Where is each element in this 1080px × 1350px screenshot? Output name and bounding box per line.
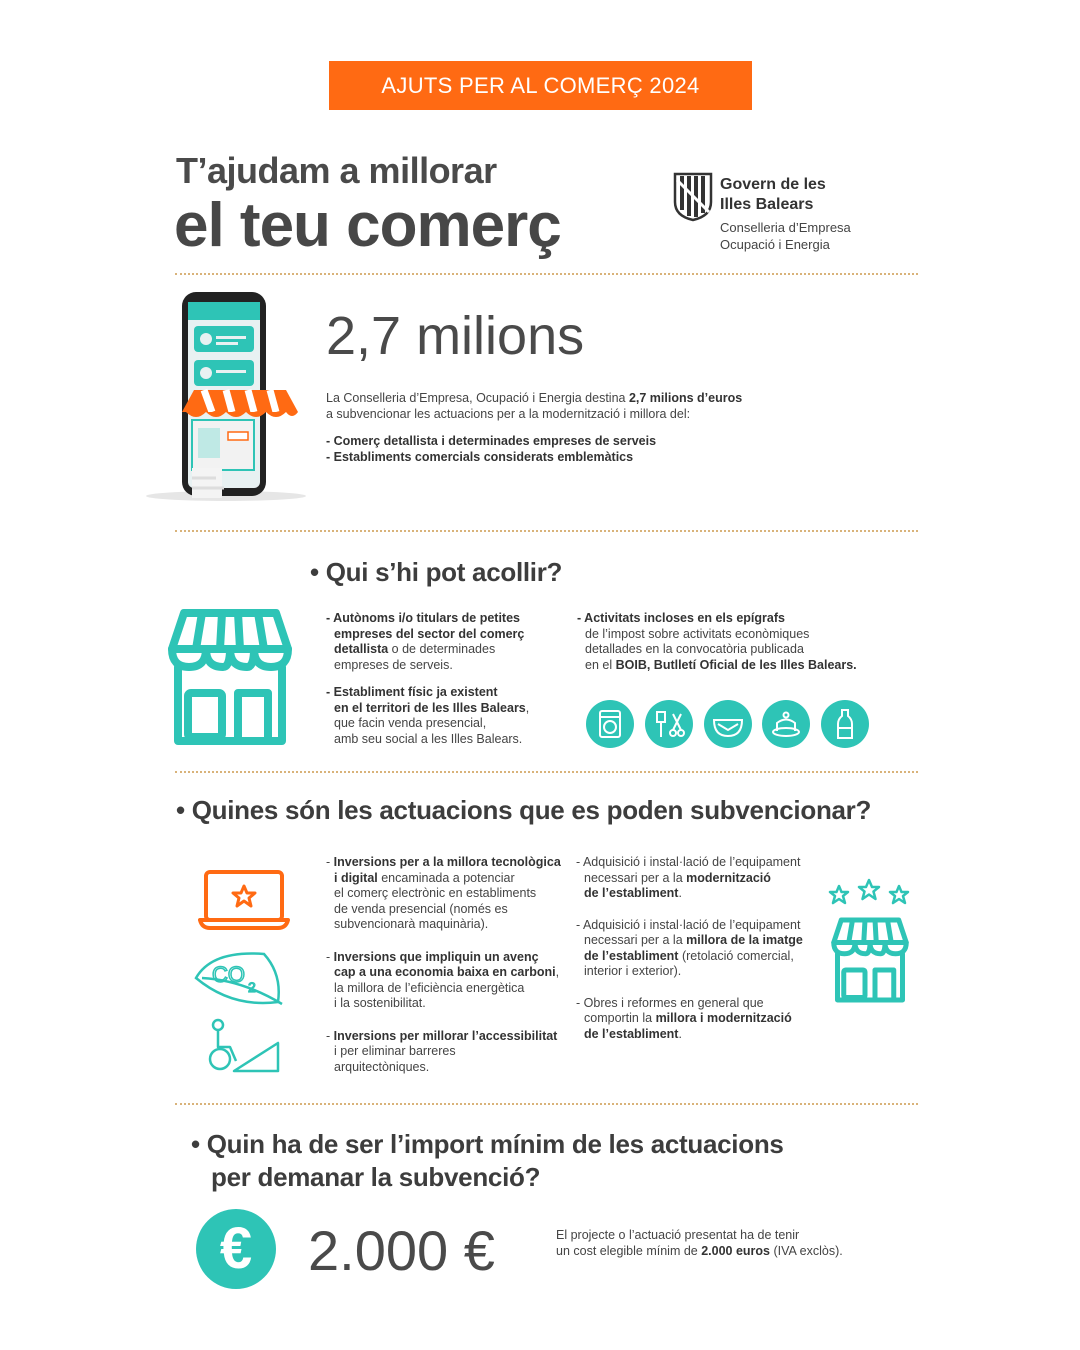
bottle-icon bbox=[821, 700, 869, 748]
section-title-minimum: • Quin ha de ser l’import mínim de les actuacions per demanar la subvenció? bbox=[191, 1129, 784, 1192]
cake-icon bbox=[762, 700, 810, 748]
who-eligibility-column-2: - Activitats incloses en els epígrafs de l’impost sobre activitats econòmiques detallades en la convocatòria publicada en el BOIB, Butlletí Oficial de les Illes Balears. bbox=[577, 611, 857, 672]
watermelon-icon bbox=[704, 700, 752, 748]
section-title-actions: • Quines són les actuacions que es poden subvencionar? bbox=[176, 795, 872, 825]
tools-icon bbox=[645, 700, 693, 748]
actions-column-right: - Adquisició i instal·lació de l’equipament necessari per a la modernització de l’establiment. - Adquisició i instal·lació de l’equipament necessari per a la millora de la imatge de l’establiment (retolació comercial, interior i exterior). - Obres i reformes en general que comportin la millora i modernització de l’establiment. bbox=[576, 855, 803, 1041]
header-banner: AJUTS PER AL COMERÇ 2024 bbox=[329, 61, 752, 110]
section-title-who: • Qui s’hi pot acollir? bbox=[310, 557, 563, 587]
euro-icon: € bbox=[196, 1209, 276, 1289]
laptop-icon bbox=[198, 868, 290, 932]
minimum-text: El projecte o l’actuació presentat ha de tenir un cost elegible mínim de 2.000 euros (IVA exclòs). bbox=[556, 1228, 843, 1258]
who-eligibility-column-1: - Autònoms i/o titulars de petites empreses del sector del comerç detallista o de determinades empreses de serveis. - Establiment físic ja existent en el territori de les Illes Balears, que facin venda presencial, amb seu social a les Illes Balears. bbox=[326, 611, 530, 746]
government-name: Govern de les Illes Balears bbox=[720, 176, 826, 213]
accessibility-ramp-icon bbox=[204, 1017, 282, 1075]
co2-leaf-icon bbox=[192, 948, 288, 1008]
headline-small: T’ajudam a millorar bbox=[176, 150, 497, 191]
actions-column-left: - Inversions per a la millora tecnològica i digital encaminada a potenciar el comerç electrònic en establiments de venda presencial (només es subvencionarà maquinària). - Inversions que impliquin un avenç cap a una economia baixa en carboni, la millora de l’eficiència energètica i la sostenibilitat. - Inversions per millorar l’accessibilitat i per eliminar barreres arquitectòniques. bbox=[326, 855, 561, 1074]
divider bbox=[175, 771, 918, 773]
shop-small-icon bbox=[830, 916, 910, 1004]
intro-text: La Conselleria d’Empresa, Ocupació i Energia destina 2,7 milions d’euros a subvencionar les actuacions per a la modernització i millora del: - Comerç detallista i determinades empreses de serveis - Establiments comercials considerats emblemàtics bbox=[326, 391, 743, 464]
svg-text:2: 2 bbox=[248, 979, 256, 995]
government-department: Conselleria d’Empresa Ocupació i Energia bbox=[720, 220, 851, 252]
svg-text:CO: CO bbox=[212, 962, 245, 987]
minimum-amount: 2.000 € bbox=[308, 1219, 495, 1282]
budget-amount: 2,7 milions bbox=[326, 306, 585, 366]
govern-logo-icon bbox=[673, 172, 713, 222]
headline-big: el teu comerç bbox=[174, 191, 561, 260]
shop-icon bbox=[166, 607, 294, 747]
washing-machine-icon bbox=[586, 700, 634, 748]
stars-rating-icon bbox=[826, 876, 912, 908]
divider bbox=[175, 273, 918, 275]
divider bbox=[175, 1103, 918, 1105]
divider bbox=[175, 530, 918, 532]
smartphone-shop-icon bbox=[136, 290, 306, 510]
